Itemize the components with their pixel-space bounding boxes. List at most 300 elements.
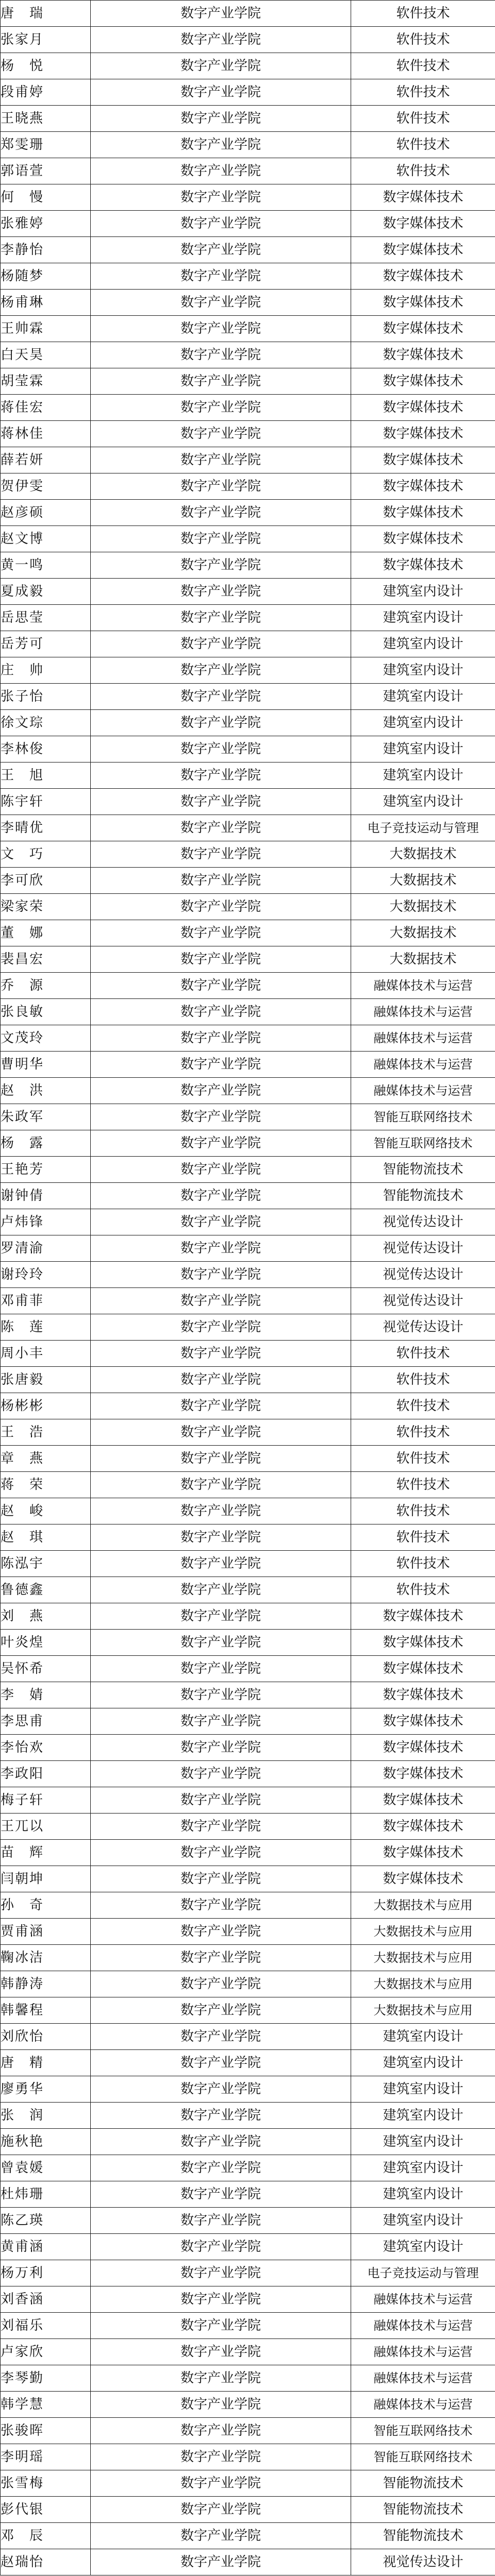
major-cell: 融媒体技术与运营 [351, 2365, 495, 2392]
table-row [1, 237, 495, 263]
table-row [1, 184, 495, 211]
student-name-cell: 岳芳可 [1, 631, 91, 657]
student-name-cell: 夏成毅 [1, 579, 91, 605]
college-cell: 数字产业学院 [91, 2234, 351, 2260]
college-cell: 数字产业学院 [91, 710, 351, 736]
student-name-cell: 陈泓宇 [1, 1551, 91, 1577]
table-row [1, 1104, 495, 1130]
table-row [1, 342, 495, 368]
major-cell: 建筑室内设计 [351, 605, 495, 631]
major-cell: 大数据技术 [351, 894, 495, 920]
table-row [1, 1498, 495, 1524]
major-cell: 智能物流技术 [351, 1157, 495, 1183]
table-row [1, 447, 495, 473]
student-name-cell: 裴昌宏 [1, 946, 91, 973]
college-cell: 数字产业学院 [91, 1314, 351, 1341]
table-row [1, 1025, 495, 1052]
major-cell: 大数据技术与应用 [351, 1997, 495, 2024]
college-cell: 数字产业学院 [91, 2444, 351, 2470]
student-name-cell: 赵 洪 [1, 1078, 91, 1104]
college-cell: 数字产业学院 [91, 132, 351, 158]
college-cell: 数字产业学院 [91, 1892, 351, 1919]
major-cell: 数字媒体技术 [351, 1866, 495, 1892]
college-cell: 数字产业学院 [91, 2129, 351, 2155]
table-row [1, 710, 495, 736]
major-cell: 融媒体技术与运营 [351, 1078, 495, 1104]
table-row [1, 368, 495, 395]
table-row [1, 421, 495, 447]
college-cell: 数字产业学院 [91, 1130, 351, 1157]
table-row [1, 1235, 495, 1262]
student-name-cell: 叶炎煌 [1, 1630, 91, 1656]
table-row [1, 1262, 495, 1288]
student-name-cell: 曹明华 [1, 1052, 91, 1078]
table-row [1, 1078, 495, 1104]
major-cell: 大数据技术与应用 [351, 1919, 495, 1945]
table-row [1, 158, 495, 184]
major-cell: 软件技术 [351, 1367, 495, 1393]
college-cell: 数字产业学院 [91, 79, 351, 106]
student-name-cell: 孙 奇 [1, 1892, 91, 1919]
major-cell: 数字媒体技术 [351, 500, 495, 526]
major-cell: 软件技术 [351, 1472, 495, 1498]
major-cell: 数字媒体技术 [351, 1630, 495, 1656]
major-cell: 智能互联网络技术 [351, 2444, 495, 2470]
college-cell: 数字产业学院 [91, 395, 351, 421]
student-name-cell: 王艳芳 [1, 1157, 91, 1183]
table-row [1, 106, 495, 132]
major-cell: 数字媒体技术 [351, 1708, 495, 1735]
table-row [1, 1656, 495, 1682]
student-name-cell: 岳思莹 [1, 605, 91, 631]
student-name-cell: 李 婧 [1, 1682, 91, 1708]
table-row [1, 1840, 495, 1866]
major-cell: 大数据技术与应用 [351, 1971, 495, 1997]
student-name-cell: 赵彦硕 [1, 500, 91, 526]
major-cell: 视觉传达设计 [351, 1288, 495, 1314]
student-name-cell: 杨彬彬 [1, 1393, 91, 1419]
table-row [1, 1, 495, 27]
student-name-cell: 张雅婷 [1, 211, 91, 237]
table-row [1, 473, 495, 500]
student-name-cell: 张雪梅 [1, 2470, 91, 2497]
college-cell: 数字产业学院 [91, 2549, 351, 2575]
college-cell: 数字产业学院 [91, 1052, 351, 1078]
student-name-cell: 李晴优 [1, 815, 91, 841]
college-cell: 数字产业学院 [91, 2155, 351, 2181]
college-cell: 数字产业学院 [91, 53, 351, 79]
college-cell: 数字产业学院 [91, 2497, 351, 2523]
student-name-cell: 张家月 [1, 27, 91, 53]
table-row [1, 1367, 495, 1393]
college-cell: 数字产业学院 [91, 1288, 351, 1314]
college-cell: 数字产业学院 [91, 946, 351, 973]
college-cell: 数字产业学院 [91, 1603, 351, 1630]
student-name-cell: 杨 悦 [1, 53, 91, 79]
student-name-cell: 白天昊 [1, 342, 91, 368]
major-cell: 数字媒体技术 [351, 447, 495, 473]
major-cell: 融媒体技术与运营 [351, 2286, 495, 2313]
college-cell: 数字产业学院 [91, 1866, 351, 1892]
table-row [1, 841, 495, 868]
roster-body [1, 1, 495, 2575]
major-cell: 融媒体技术与运营 [351, 1025, 495, 1052]
major-cell: 大数据技术 [351, 868, 495, 894]
table-row [1, 27, 495, 53]
student-name-cell: 邓甫菲 [1, 1288, 91, 1314]
college-cell: 数字产业学院 [91, 290, 351, 316]
college-cell: 数字产业学院 [91, 1787, 351, 1814]
college-cell: 数字产业学院 [91, 894, 351, 920]
major-cell: 建筑室内设计 [351, 2129, 495, 2155]
table-row [1, 2470, 495, 2497]
student-name-cell: 赵 峻 [1, 1498, 91, 1524]
college-cell: 数字产业学院 [91, 579, 351, 605]
college-cell: 数字产业学院 [91, 1577, 351, 1603]
major-cell: 数字媒体技术 [351, 342, 495, 368]
college-cell: 数字产业学院 [91, 500, 351, 526]
college-cell: 数字产业学院 [91, 1551, 351, 1577]
student-name-cell: 文 巧 [1, 841, 91, 868]
table-row [1, 1630, 495, 1656]
major-cell: 建筑室内设计 [351, 2050, 495, 2076]
student-name-cell: 李政阳 [1, 1761, 91, 1787]
major-cell: 数字媒体技术 [351, 421, 495, 447]
college-cell: 数字产业学院 [91, 1840, 351, 1866]
college-cell: 数字产业学院 [91, 2260, 351, 2286]
table-row [1, 2155, 495, 2181]
college-cell: 数字产业学院 [91, 526, 351, 552]
major-cell: 软件技术 [351, 1419, 495, 1446]
table-row [1, 1919, 495, 1945]
college-cell: 数字产业学院 [91, 473, 351, 500]
college-cell: 数字产业学院 [91, 920, 351, 946]
table-row [1, 1892, 495, 1919]
table-row [1, 736, 495, 762]
major-cell: 建筑室内设计 [351, 579, 495, 605]
student-name-cell: 杨随梦 [1, 263, 91, 290]
major-cell: 软件技术 [351, 1498, 495, 1524]
major-cell: 数字媒体技术 [351, 1656, 495, 1682]
table-row [1, 684, 495, 710]
student-name-cell: 赵 琪 [1, 1524, 91, 1551]
college-cell: 数字产业学院 [91, 1708, 351, 1735]
student-name-cell: 张良敏 [1, 999, 91, 1025]
table-row [1, 316, 495, 342]
college-cell: 数字产业学院 [91, 605, 351, 631]
major-cell: 建筑室内设计 [351, 2103, 495, 2129]
major-cell: 建筑室内设计 [351, 684, 495, 710]
major-cell: 软件技术 [351, 53, 495, 79]
table-row [1, 1971, 495, 1997]
table-row [1, 973, 495, 999]
major-cell: 软件技术 [351, 1551, 495, 1577]
student-name-cell: 李静怡 [1, 237, 91, 263]
college-cell: 数字产业学院 [91, 184, 351, 211]
college-cell: 数字产业学院 [91, 2392, 351, 2418]
college-cell: 数字产业学院 [91, 762, 351, 789]
college-cell: 数字产业学院 [91, 1997, 351, 2024]
college-cell: 数字产业学院 [91, 1472, 351, 1498]
major-cell: 数字媒体技术 [351, 473, 495, 500]
table-row [1, 762, 495, 789]
college-cell: 数字产业学院 [91, 211, 351, 237]
student-name-cell: 韩馨程 [1, 1997, 91, 2024]
table-row [1, 263, 495, 290]
major-cell: 数字媒体技术 [351, 211, 495, 237]
major-cell: 数字媒体技术 [351, 237, 495, 263]
major-cell: 大数据技术 [351, 946, 495, 973]
student-name-cell: 胡莹霖 [1, 368, 91, 395]
table-row [1, 789, 495, 815]
table-row [1, 868, 495, 894]
major-cell: 数字媒体技术 [351, 1761, 495, 1787]
college-cell: 数字产业学院 [91, 973, 351, 999]
table-row [1, 1393, 495, 1419]
college-cell: 数字产业学院 [91, 2050, 351, 2076]
college-cell: 数字产业学院 [91, 158, 351, 184]
student-name-cell: 刘 燕 [1, 1603, 91, 1630]
table-row [1, 1524, 495, 1551]
table-row [1, 657, 495, 684]
table-row [1, 2234, 495, 2260]
table-row [1, 2024, 495, 2050]
college-cell: 数字产业学院 [91, 1919, 351, 1945]
table-row [1, 1708, 495, 1735]
student-name-cell: 谢玲玲 [1, 1262, 91, 1288]
college-cell: 数字产业学院 [91, 2076, 351, 2103]
major-cell: 建筑室内设计 [351, 2024, 495, 2050]
college-cell: 数字产业学院 [91, 1630, 351, 1656]
major-cell: 视觉传达设计 [351, 2549, 495, 2575]
major-cell: 大数据技术 [351, 920, 495, 946]
college-cell: 数字产业学院 [91, 1971, 351, 1997]
student-name-cell: 李怡欢 [1, 1735, 91, 1761]
table-row [1, 500, 495, 526]
major-cell: 数字媒体技术 [351, 263, 495, 290]
table-row [1, 1341, 495, 1367]
major-cell: 建筑室内设计 [351, 710, 495, 736]
college-cell: 数字产业学院 [91, 1209, 351, 1235]
table-row [1, 1682, 495, 1708]
student-name-cell: 朱政军 [1, 1104, 91, 1130]
major-cell: 数字媒体技术 [351, 1735, 495, 1761]
college-cell: 数字产业学院 [91, 1524, 351, 1551]
student-name-cell: 施秋艳 [1, 2129, 91, 2155]
student-name-cell: 韩静涛 [1, 1971, 91, 1997]
major-cell: 软件技术 [351, 1, 495, 27]
major-cell: 电子竞技运动与管理 [351, 2260, 495, 2286]
college-cell: 数字产业学院 [91, 841, 351, 868]
major-cell: 数字媒体技术 [351, 316, 495, 342]
college-cell: 数字产业学院 [91, 316, 351, 342]
table-row [1, 552, 495, 579]
table-row [1, 946, 495, 973]
student-name-cell: 邓 辰 [1, 2523, 91, 2549]
college-cell: 数字产业学院 [91, 2208, 351, 2234]
student-name-cell: 卢炜锋 [1, 1209, 91, 1235]
major-cell: 融媒体技术与运营 [351, 2392, 495, 2418]
college-cell: 数字产业学院 [91, 736, 351, 762]
college-cell: 数字产业学院 [91, 2365, 351, 2392]
table-row [1, 79, 495, 106]
student-name-cell: 苗 辉 [1, 1840, 91, 1866]
major-cell: 建筑室内设计 [351, 2076, 495, 2103]
college-cell: 数字产业学院 [91, 1341, 351, 1367]
college-cell: 数字产业学院 [91, 342, 351, 368]
major-cell: 建筑室内设计 [351, 2234, 495, 2260]
college-cell: 数字产业学院 [91, 999, 351, 1025]
major-cell: 建筑室内设计 [351, 657, 495, 684]
major-cell: 建筑室内设计 [351, 736, 495, 762]
major-cell: 电子竞技运动与管理 [351, 815, 495, 841]
student-name-cell: 闫朝坤 [1, 1866, 91, 1892]
student-name-cell: 王兀以 [1, 1814, 91, 1840]
college-cell: 数字产业学院 [91, 1814, 351, 1840]
college-cell: 数字产业学院 [91, 1, 351, 27]
college-cell: 数字产业学院 [91, 368, 351, 395]
student-name-cell: 张 润 [1, 2103, 91, 2129]
college-cell: 数字产业学院 [91, 631, 351, 657]
student-name-cell: 乔 源 [1, 973, 91, 999]
major-cell: 建筑室内设计 [351, 2208, 495, 2234]
student-name-cell: 段甫婷 [1, 79, 91, 106]
table-row [1, 1130, 495, 1157]
major-cell: 大数据技术与应用 [351, 1945, 495, 1971]
college-cell: 数字产业学院 [91, 1945, 351, 1971]
college-cell: 数字产业学院 [91, 815, 351, 841]
student-name-cell: 周小丰 [1, 1341, 91, 1367]
major-cell: 大数据技术 [351, 841, 495, 868]
major-cell: 软件技术 [351, 1393, 495, 1419]
student-name-cell: 徐文琮 [1, 710, 91, 736]
major-cell: 智能物流技术 [351, 2470, 495, 2497]
college-cell: 数字产业学院 [91, 2523, 351, 2549]
college-cell: 数字产业学院 [91, 2470, 351, 2497]
table-row [1, 2365, 495, 2392]
table-row [1, 1446, 495, 1472]
table-row [1, 605, 495, 631]
table-row [1, 2444, 495, 2470]
major-cell: 数字媒体技术 [351, 1840, 495, 1866]
student-name-cell: 梁家荣 [1, 894, 91, 920]
student-name-cell: 贾甫涵 [1, 1919, 91, 1945]
table-row [1, 1814, 495, 1840]
major-cell: 软件技术 [351, 158, 495, 184]
table-row [1, 631, 495, 657]
table-row [1, 1183, 495, 1209]
student-name-cell: 陈宇轩 [1, 789, 91, 815]
student-name-cell: 张子怡 [1, 684, 91, 710]
major-cell: 软件技术 [351, 1524, 495, 1551]
college-cell: 数字产业学院 [91, 447, 351, 473]
college-cell: 数字产业学院 [91, 657, 351, 684]
college-cell: 数字产业学院 [91, 1761, 351, 1787]
major-cell: 数字媒体技术 [351, 552, 495, 579]
table-row [1, 2286, 495, 2313]
student-name-cell: 廖勇华 [1, 2076, 91, 2103]
table-row [1, 395, 495, 421]
table-row [1, 132, 495, 158]
table-row [1, 2076, 495, 2103]
college-cell: 数字产业学院 [91, 1498, 351, 1524]
major-cell: 数字媒体技术 [351, 395, 495, 421]
student-name-cell: 王 浩 [1, 1419, 91, 1446]
student-name-cell: 黄甫涵 [1, 2234, 91, 2260]
student-name-cell: 鞠冰洁 [1, 1945, 91, 1971]
table-row [1, 1866, 495, 1892]
student-name-cell: 董 娜 [1, 920, 91, 946]
major-cell: 数字媒体技术 [351, 1682, 495, 1708]
student-name-cell: 贺伊雯 [1, 473, 91, 500]
major-cell: 数字媒体技术 [351, 184, 495, 211]
table-row [1, 53, 495, 79]
table-row [1, 815, 495, 841]
major-cell: 融媒体技术与运营 [351, 1052, 495, 1078]
table-row [1, 1577, 495, 1603]
student-name-cell: 张唐毅 [1, 1367, 91, 1393]
table-row [1, 1761, 495, 1787]
major-cell: 建筑室内设计 [351, 762, 495, 789]
student-name-cell: 杨甫琳 [1, 290, 91, 316]
student-name-cell: 唐 瑞 [1, 1, 91, 27]
college-cell: 数字产业学院 [91, 2024, 351, 2050]
major-cell: 软件技术 [351, 106, 495, 132]
major-cell: 建筑室内设计 [351, 789, 495, 815]
college-cell: 数字产业学院 [91, 789, 351, 815]
student-name-cell: 陈 莲 [1, 1314, 91, 1341]
student-name-cell: 杨万利 [1, 2260, 91, 2286]
student-name-cell: 李琴勤 [1, 2365, 91, 2392]
college-cell: 数字产业学院 [91, 2181, 351, 2208]
student-name-cell: 王 旭 [1, 762, 91, 789]
table-row [1, 2497, 495, 2523]
student-name-cell: 杜炜珊 [1, 2181, 91, 2208]
student-name-cell: 蒋 荣 [1, 1472, 91, 1498]
table-row [1, 1288, 495, 1314]
major-cell: 建筑室内设计 [351, 2181, 495, 2208]
table-row [1, 2549, 495, 2575]
table-row [1, 2313, 495, 2339]
student-name-cell: 庄 帅 [1, 657, 91, 684]
college-cell: 数字产业学院 [91, 1656, 351, 1682]
student-name-cell: 王晓燕 [1, 106, 91, 132]
student-name-cell: 李可欣 [1, 868, 91, 894]
college-cell: 数字产业学院 [91, 1735, 351, 1761]
student-name-cell: 吴怀希 [1, 1656, 91, 1682]
table-row [1, 1551, 495, 1577]
table-row [1, 1472, 495, 1498]
major-cell: 视觉传达设计 [351, 1314, 495, 1341]
student-name-cell: 刘欣怡 [1, 2024, 91, 2050]
table-row [1, 2418, 495, 2444]
major-cell: 视觉传达设计 [351, 1209, 495, 1235]
student-name-cell: 薛若妍 [1, 447, 91, 473]
major-cell: 融媒体技术与运营 [351, 2339, 495, 2365]
major-cell: 软件技术 [351, 79, 495, 106]
table-row [1, 211, 495, 237]
college-cell: 数字产业学院 [91, 27, 351, 53]
table-row [1, 894, 495, 920]
table-row [1, 1419, 495, 1446]
college-cell: 数字产业学院 [91, 2313, 351, 2339]
student-name-cell: 张骏晖 [1, 2418, 91, 2444]
student-name-cell: 郭语萱 [1, 158, 91, 184]
major-cell: 智能物流技术 [351, 1183, 495, 1209]
student-name-cell: 李思甫 [1, 1708, 91, 1735]
college-cell: 数字产业学院 [91, 1262, 351, 1288]
college-cell: 数字产业学院 [91, 2286, 351, 2313]
